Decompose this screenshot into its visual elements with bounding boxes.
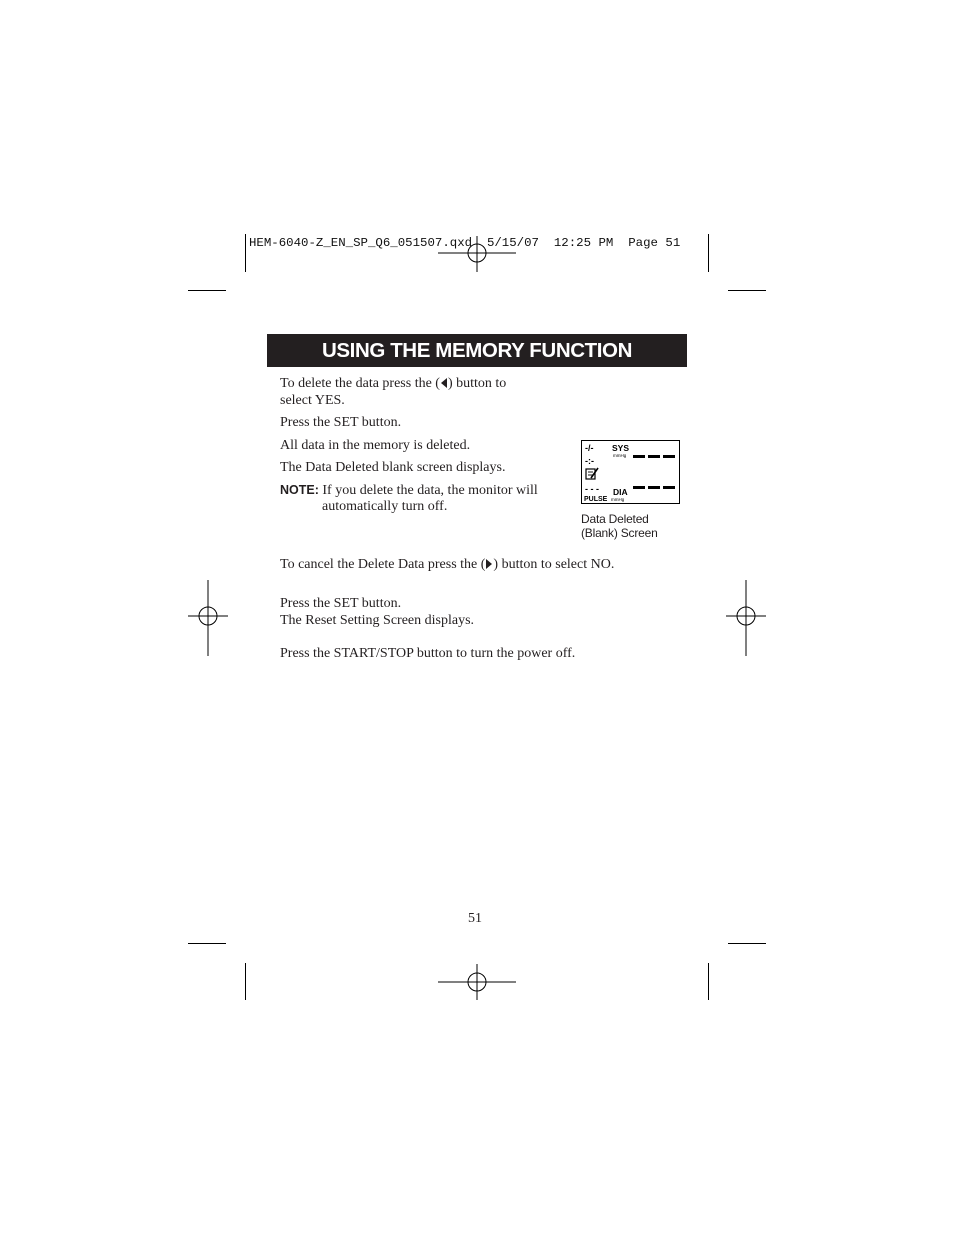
lcd-dia-dash: [663, 486, 675, 489]
lcd-display: [581, 440, 680, 504]
delete-text-pre: To delete the data press the (: [280, 376, 440, 391]
registration-mark-right: [726, 580, 766, 656]
power-off-instruction: Press the START/STOP button to turn the power off.: [280, 646, 576, 661]
lcd-time-sep: -:-: [585, 456, 594, 466]
blank-screen-text: The Data Deleted blank screen displays.: [280, 460, 506, 475]
lcd-dia-dash: [633, 486, 645, 489]
all-deleted-text: All data in the memory is deleted.: [280, 438, 471, 453]
lcd-sys-dash: [663, 455, 675, 458]
delete-text-line2: select YES.: [280, 393, 345, 408]
lcd-sys-dash: [648, 455, 660, 458]
crop-mark: [728, 290, 766, 291]
lcd-sys-label: SYS: [612, 443, 630, 453]
caption-line2: (Blank) Screen: [581, 526, 658, 540]
lcd-sys-unit: mmHg: [613, 453, 627, 458]
lcd-dia-label: DIA: [613, 487, 628, 497]
lcd-pulse-label: PULSE: [584, 496, 608, 503]
print-slug: HEM-6040-Z_EN_SP_Q6_051507.qxd 5/15/07 12:25 PM Page 51: [249, 236, 681, 250]
note-label: NOTE:: [280, 483, 319, 497]
crop-mark: [245, 963, 246, 1000]
lcd-sys-dash: [633, 455, 645, 458]
crop-mark: [728, 943, 766, 944]
press-set-instruction: Press the SET button.: [280, 415, 402, 430]
right-arrow-icon: [486, 559, 492, 569]
lcd-pulse-dashes: - - -: [585, 484, 599, 494]
crop-mark: [245, 234, 246, 272]
section-title-bar: [267, 334, 687, 367]
crop-mark: [708, 963, 709, 1000]
delete-text-post: ) button to: [447, 376, 507, 391]
memo-pencil-icon: [586, 468, 598, 479]
crop-mark: [708, 234, 709, 272]
cancel-text-post: ) button to select NO.: [493, 557, 615, 572]
left-arrow-icon: [441, 378, 447, 388]
registration-mark-top: [438, 236, 516, 272]
note-line1: If you delete the data, the monitor will: [322, 483, 538, 498]
lcd-pulse-unit: mmHg: [611, 497, 625, 502]
page-number: 51: [468, 911, 482, 926]
lcd-dia-dash: [648, 486, 660, 489]
registration-mark-left: [188, 580, 228, 656]
cancel-text-pre: To cancel the Delete Data press the (: [280, 557, 486, 572]
registration-mark-bottom: [438, 964, 516, 1000]
press-set-instruction-2: Press the SET button.: [280, 596, 402, 611]
delete-instruction: [280, 375, 506, 409]
section-title: USING THE MEMORY FUNCTION: [321, 338, 633, 362]
crop-mark: [188, 943, 226, 944]
cancel-instruction: [280, 556, 614, 573]
lcd-date-sep: -/-: [585, 443, 594, 453]
crop-mark: [188, 290, 226, 291]
figure-caption: [581, 512, 658, 540]
note: [280, 482, 538, 499]
reset-screen-text: The Reset Setting Screen displays.: [280, 613, 475, 628]
caption-line1: Data Deleted: [581, 512, 649, 526]
note-continuation: automatically turn off.: [322, 499, 448, 514]
